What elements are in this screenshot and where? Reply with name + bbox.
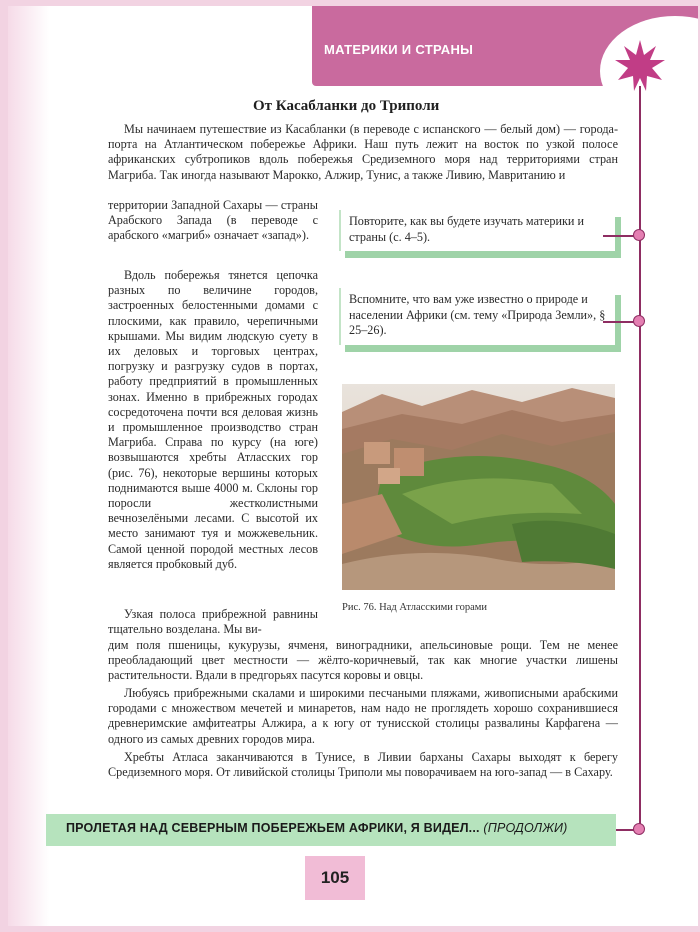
callout-repeat-marker bbox=[633, 229, 645, 241]
section-title: МАТЕРИКИ И СТРАНЫ bbox=[324, 42, 474, 57]
paragraph-2: территории Западной Сахары — страны Арабского Запада (в переводе с арабского «магриб» означает «запад»). bbox=[108, 198, 318, 243]
task-prompt-main: ПРОЛЕТАЯ НАД СЕВЕРНЫМ ПОБЕРЕЖЬЕМ АФРИКИ, Я ВИДЕЛ... bbox=[66, 821, 480, 835]
paragraph-3: Вдоль побережья тянется цепочка разных по величине городов, застроенных белостенными домами с плоскими, как правило, черепичными крышами. Мы видим людскую суету в их деловых и торговых центрах, погрузку и разгрузку судов в портах, работу предприятий в промышленных зонах. Именно в прибрежных городах сосредоточена почти вся деловая жизнь и промышленное производство стран Магриба. Справа по курсу (на юге) возвышаются хребты Атласских гор (рис. 76), некоторые вершины которых поднимаются выше 4000 м. Склоны гор поросли жестколистными вечнозелёными лесами. С высотой их место занимают туя и можжевельник. Самой ценной породой местных лесов является пробковый дуб. bbox=[108, 268, 318, 571]
paragraph-7: Хребты Атласа заканчиваются в Тунисе, в Ливии барханы Сахары выходят к берегу Средиземного моря. От ливийской столицы Триполи мы поворачиваем на юго-запад — в Сахару. bbox=[108, 750, 618, 780]
atlas-mountains-photo bbox=[342, 384, 615, 590]
page-number: 105 bbox=[320, 868, 350, 887]
task-prompt bbox=[66, 821, 568, 835]
paragraph-6: Любуясь прибрежными скалами и широкими песчаными пляжами, живописными арабскими городами с множеством мечетей и минаретов, нам надо не проглядеть хорошо сохранившиеся древнеримские амфитеатры Алжира, а к югу от тунисской столицы развалины Карфагена — одного из самых древних городов мира. bbox=[108, 686, 618, 746]
paragraph-1: Мы начинаем путешествие из Касабланки (в переводе с испанского — белый дом) — города-порта на Атлантическом побережье Африки. Наш путь лежит на восток по узкой полосе африканских субтропиков вдоль побережья Средиземного моря над территориями стран Магриба. Так иногда называют Марокко, Алжир, Тунис, а также Ливию, Мавританию и bbox=[108, 122, 618, 182]
textbook-page bbox=[8, 6, 698, 926]
paragraph-5: дим поля пшеницы, кукурузы, ячменя, виноградники, апельсиновые рощи. Тем не менее преобладающий цвет местности — жёлто-коричневый, так как многие участки лишены растительности. Вдали в предгорьях пасутся коровы и овцы. bbox=[108, 638, 618, 683]
article-title: От Касабланки до Триполи bbox=[253, 98, 440, 114]
task-prompt-hint: (ПРОДОЛЖИ) bbox=[483, 821, 568, 835]
margin-line bbox=[639, 86, 641, 831]
callout-remember-marker bbox=[633, 315, 645, 327]
callout-repeat-text: Повторите, как вы будете изучать материки и страны (с. 4–5). bbox=[349, 214, 585, 244]
callout-remember bbox=[339, 288, 615, 345]
callout-repeat bbox=[339, 210, 615, 251]
callout-remember-text: Вспомните, что вам уже известно о природе и населении Африки (см. тему «Природа Земли», § 25–26). bbox=[349, 292, 606, 337]
figure-caption: Рис. 76. Над Атласскими горами bbox=[342, 602, 488, 613]
task-marker bbox=[633, 823, 645, 835]
paragraph-4: Узкая полоса прибрежной равнины тщательно возделана. Мы ви- bbox=[108, 607, 318, 637]
